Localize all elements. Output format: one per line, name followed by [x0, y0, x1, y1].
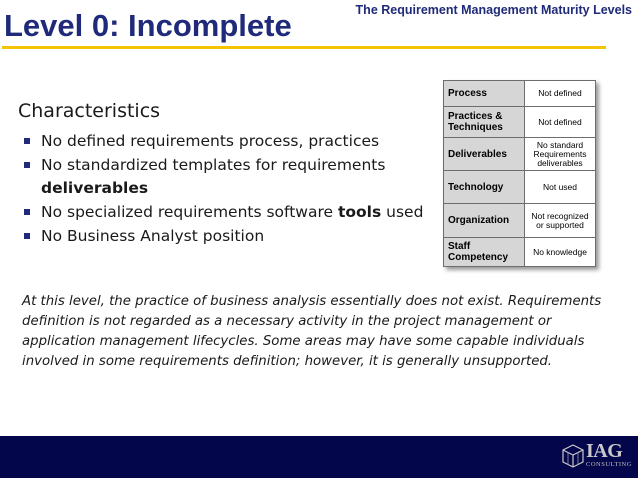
square-bullet-icon	[24, 138, 30, 144]
row-value: No knowledge	[525, 238, 596, 267]
row-value: Not used	[525, 171, 596, 204]
cube-logo-icon	[562, 444, 584, 468]
logo-text: IAG	[586, 440, 623, 462]
bullet-text: No standardized templates for requirements	[41, 156, 386, 174]
bullet-text: No specialized requirements software	[41, 203, 338, 221]
row-value: No standard Requirements deliverables	[525, 138, 596, 171]
row-label: Deliverables	[444, 138, 525, 171]
table-row	[444, 171, 596, 204]
table-row	[444, 138, 596, 171]
list-item	[24, 201, 424, 224]
company-logo	[562, 440, 632, 474]
table-row	[444, 107, 596, 138]
square-bullet-icon	[24, 233, 30, 239]
row-label: Organization	[444, 204, 525, 238]
slide-title: Level 0: Incomplete	[4, 8, 292, 43]
logo-subtext: CONSULTING	[586, 461, 632, 468]
list-item	[24, 130, 424, 153]
row-value: Not recognized or supported	[525, 204, 596, 238]
bullet-bold-text: deliverables	[41, 179, 149, 197]
square-bullet-icon	[24, 162, 30, 168]
row-label: Staff Competency	[444, 238, 525, 267]
square-bullet-icon	[24, 209, 30, 215]
table-row	[444, 238, 596, 267]
maturity-table-container	[443, 80, 596, 267]
row-value: Not defined	[525, 81, 596, 107]
footer-bar	[0, 436, 638, 478]
row-value: Not defined	[525, 107, 596, 138]
list-item	[24, 225, 424, 248]
level-description: At this level, the practice of business analysis essentially does not exist. Requirements definition is not regarded as a necessary activity in the project management or application management lifecycles. Some areas may have some capable individuals involved in some requirements definition; however, it is generally unsupported.	[22, 294, 602, 369]
row-label: Technology	[444, 171, 525, 204]
slide-subtitle: The Requirement Management Maturity Levels	[355, 3, 632, 17]
table-row	[444, 204, 596, 238]
characteristics-heading: Characteristics	[18, 100, 161, 122]
bullet-text: No defined requirements process, practices	[41, 132, 380, 150]
list-item	[24, 154, 424, 200]
table-row	[444, 81, 596, 107]
row-label: Process	[444, 81, 525, 107]
bullet-text: No Business Analyst position	[41, 227, 265, 245]
bullet-text-end: used	[381, 203, 424, 221]
row-label: Practices & Techniques	[444, 107, 525, 138]
maturity-table	[443, 80, 596, 267]
title-underline	[2, 46, 606, 49]
characteristics-list	[24, 130, 424, 249]
bullet-bold-text: tools	[337, 203, 382, 221]
